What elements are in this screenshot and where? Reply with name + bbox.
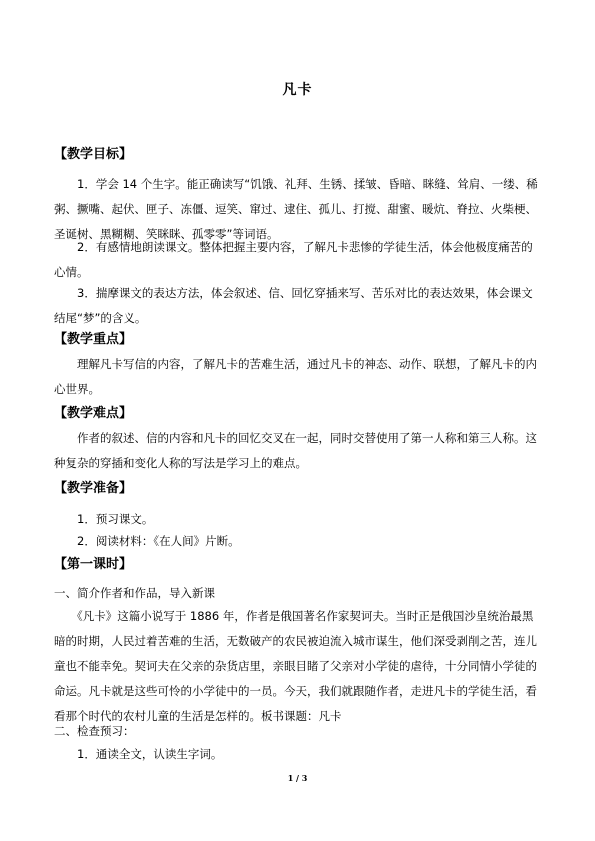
- prep-item-1: 1．预习课文。: [54, 512, 154, 526]
- page-number: 1 / 3: [287, 773, 308, 783]
- goal-item-2: 2．有感情地朗读课文。整体把握主要内容，了解凡卡悲惨的学徒生活，体会他极度痛苦的心情。: [54, 240, 533, 279]
- heading-preparation: 【教学准备】: [54, 481, 133, 496]
- heading-teaching-goals: 【教学目标】: [54, 147, 133, 162]
- lesson-step-2: 二、检查预习：: [54, 724, 135, 738]
- key-points-text: 理解凡卡写信的内容，了解凡卡的苦难生活，通过凡卡的神态、动作、联想，了解凡卡的内心世界。: [54, 357, 537, 396]
- page-title: 凡卡: [282, 82, 313, 98]
- lesson-intro-text: 《凡卡》这篇小说写于 1886 年，作者是俄国著名作家契诃夫。当时正是俄国沙皇统治最黑暗的时期，人民过着苦难的生活，无数破产的农民被迫流入城市谋生，他们深受剥削之苦，连儿童也不能幸免。契诃夫在父亲的杂货店里，亲眼目睹了父亲对小学徒的虐待，十分同情小学徒的命运。凡卡就是这些可怜的小学徒中的一员。今天，我们就跟随作者，走进凡卡的学徒生活，看看那个时代的农村儿童的生活是怎样的。板书课题：凡卡: [54, 609, 537, 723]
- goal-item-1: 1．学会 14 个生字。能正确读写“饥饿、礼拜、生锈、揉皱、昏暗、眯缝、耸肩、一缕、稀粥、撅嘴、起伏、匣子、冻僵、逗笑、窜过、逮住、孤儿、打搅、甜蜜、暖炕、脊拉、火柴梗、圣诞树、黑糊糊、笑眯眯、孤零零”等词语。: [54, 177, 538, 241]
- lesson-step-2-item-1: 1．通读全文，认读生字词。: [54, 747, 223, 761]
- prep-item-2: 2．阅读材料：《在人间》片断。: [54, 534, 240, 548]
- goal-item-3: 3．揣摩课文的表达方法，体会叙述、信、回忆穿插来写、苦乐对比的表达效果，体会课文结尾“梦”的含义。: [54, 286, 533, 325]
- lesson-step-1: 一、简介作者和作品，导入新课: [54, 586, 215, 600]
- heading-key-points: 【教学重点】: [54, 332, 133, 347]
- heading-lesson-one: 【第一课时】: [54, 557, 133, 572]
- heading-difficulties: 【教学难点】: [54, 406, 133, 421]
- difficulties-text: 作者的叙述、信的内容和凡卡的回忆交叉在一起，同时交替使用了第一人称和第三人称。这种复杂的穿插和变化人称的写法是学习上的难点。: [54, 431, 537, 470]
